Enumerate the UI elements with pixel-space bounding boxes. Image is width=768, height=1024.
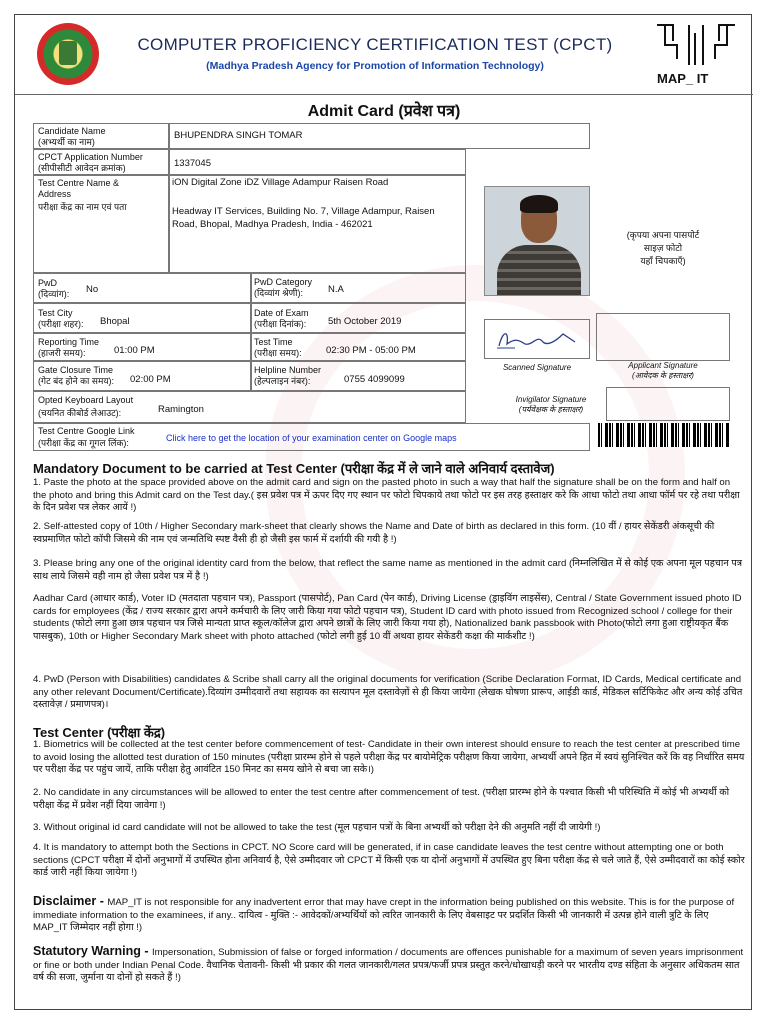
map-it-logo xyxy=(643,19,749,89)
admit-card-page xyxy=(14,14,752,1010)
applicant-signature-label xyxy=(596,361,730,381)
reporting-time-value: 01:00 PM xyxy=(114,345,155,356)
test-center-item-3: 3. Without original id card candidate will not be allowed to take the test (मूल पहचान पत्रों के बिना अभ्यर्थी को परीक्षा देने की अनुमति नहीं दी जायेगी !) xyxy=(33,822,601,833)
reporting-time-cell xyxy=(33,333,251,361)
reporting-time-label-hi: (हाजरी समय): xyxy=(38,348,86,358)
pwd-category-value: N.A xyxy=(328,284,344,295)
google-link-label-hi: (परीक्षा केंद्र का गूगल लिंक): xyxy=(38,438,129,448)
test-city-cell xyxy=(33,303,251,333)
test-center-item-4: 4. It is mandatory to attempt both the Sections in CPCT. NO Score card will be generated, if in case candidate leaves the test centre without attempting one or both sections (CPCT परीक्षा में दोनों अनुभागों में उपस्थित होना अनिवार्य है, ऐसे उम्मीदवार जो CPCT में किसी एक या दोनों अनुभागों में उपस्थित हुए बिना परीक्षा केंद्र से चले जाते हैं, ऐसे उम्मीदवारों का कोई स्कोर कार्ड जारी नहीं किया जायेगा !) xyxy=(33,842,745,879)
test-centre-address-2: Road, Bhopal, Madhya Pradesh, India - 462021 xyxy=(172,219,373,230)
helpline-label: Helpline Number xyxy=(254,365,322,375)
test-centre-address-1: Headway IT Services, Building No. 7, Village Adampur, Raisen xyxy=(172,206,435,217)
test-time-value: 02:30 PM - 05:00 PM xyxy=(326,345,416,356)
helpline-cell xyxy=(251,361,466,391)
application-no-label-hi: (सीपीसीटी आवेदन क्रमांक) xyxy=(38,163,126,173)
test-center-heading: Test Center (परीक्षा केंद्र) xyxy=(33,725,166,740)
gate-closure-label: Gate Closure Time xyxy=(38,365,114,375)
mandatory-item-id-list: Aadhar Card (आधार कार्ड), Voter ID (मतदाता पहचान पत्र), Passport (पासपोर्ट), Pan Card (पेन कार्ड), Driving License (ड्राइविंग लाइसेंस), Central / State Government issued photo ID cards for employees (केंद्र / राज्य सरकार द्वारा अपने कर्मचारी के लिए जारी किया गया फोटो पहचान पत्र), Student ID card with photo issued from Recognized school / college for their students (फोटो लगा हुआ छात्र पहचान पत्र जिसे मान्यता प्राप्त स्कूल/कॉलेज द्वारा अपने छात्रों के लिए जारी किया गया हो), Nationalized bank passbook with Photo(फोटो लगा हुआ राष्ट्रीयकृत बैंक पासबुक), 10th or Higher Secondary Mark sheet with photo attached (फोटो लगी हुई 10 वीं अथवा हायर सेकेंडरी कक्षा की मार्कशीट !) xyxy=(33,593,742,642)
invigilator-signature-label xyxy=(501,395,601,415)
google-link-cell xyxy=(33,423,590,451)
gate-closure-label-hi: (गेट बंद होने का समय): xyxy=(38,376,115,386)
date-of-exam-value: 5th October 2019 xyxy=(328,316,402,327)
disclaimer-text: MAP_IT is not responsible for any inadvertent error that may have crept in the information being published on this website. This is for the purpose of immediate information to the examinees, if any.. दायित्व - मुक्ति :- आवेदकों/अभ्यर्थियों को त्वरित जानकारी के लिए वेबसाइट पर प्रदर्शित किसी भी जानकारी में उत्पन्न होने वाली त्रुटि के लिए MAP_IT जिम्मेदार नहीं होगा !) xyxy=(33,897,735,934)
test-center-item-1: 1. Biometrics will be collected at the test center before commencement of test- Candidate in their own interest should ensure to reach the test center at prescribed time to avoid losing the allotted test duration of 150 minutes (परीक्षा प्रारम्भ होने से पहले परीक्षा केंद्र पर बायोमेट्रिक परीक्षण किया जायेगा, अभ्यर्थी अपने हित में स्वयं सुनिश्चित करें कि वह निर्धारित समय पर परीक्षा केंद्र पर पहुंच जायें, ताकि परीक्षा हेतु आवंटित 150 मिनट का समय खोने से बचा जा सके।) xyxy=(33,739,745,776)
paste-photo-instruction xyxy=(603,229,723,268)
scanned-signature-box xyxy=(484,319,590,359)
candidate-name-value: BHUPENDRA SINGH TOMAR xyxy=(174,130,303,141)
pwd-category-cell xyxy=(251,273,466,303)
paste-text-line-2: साइज़ फोटो xyxy=(643,243,683,253)
map-it-label: MAP_ IT xyxy=(657,71,709,86)
candidate-details-grid xyxy=(33,123,753,469)
applicant-signature-label-en: Applicant Signature xyxy=(628,361,698,370)
statutory-warning-block xyxy=(33,945,745,985)
candidate-photo xyxy=(484,186,590,296)
helpline-label-hi: (हेल्पलाइन नंबर): xyxy=(254,376,311,386)
pwd-value: No xyxy=(86,284,99,295)
pwd-label-hi: (दिव्यांग): xyxy=(38,289,70,299)
test-centre-label-hi: परीक्षा केंद्र का नाम एवं पता xyxy=(38,202,127,212)
paste-text-line-3: यहाँ चिपकाएँ) xyxy=(640,256,686,266)
exam-title: COMPUTER PROFICIENCY CERTIFICATION TEST (CPCT) xyxy=(137,35,613,54)
barcode xyxy=(598,423,730,447)
paste-text-line-1: (कृपया अपना पासपोर्ट xyxy=(626,230,700,240)
reporting-time-label: Reporting Time xyxy=(38,337,100,347)
applicant-signature-box xyxy=(596,313,730,361)
invigilator-signature-label-hi: (पर्यवेक्षक के हस्ताक्षर) xyxy=(518,405,584,414)
helpline-value: 0755 4099099 xyxy=(344,374,405,385)
invigilator-signature-label-en: Invigilator Signature xyxy=(515,395,587,404)
gate-closure-cell xyxy=(33,361,251,391)
test-time-cell xyxy=(251,333,466,361)
candidate-name-label-cell xyxy=(33,123,169,149)
candidate-name-label-hi: (अभ्यर्थी का नाम) xyxy=(38,137,95,147)
application-no-value-cell xyxy=(169,149,466,175)
mandatory-item-4: 4. PwD (Person with Disabilities) candidates & Scribe shall carry all the original documents for verification (Scribe Declaration Format, ID Cards, Medical certificate and any other relevant Document/Certificate).दिव्यांग उम्मीदवारों तथा सहायक का सत्यापन मूल दस्तावेज़ों से ही किया जायेगा (लेखक घोषणा प्रारूप, आईडी कार्ड, मेडिकल सर्टिफिकेट और अन्य कोई उचित दस्तावेज़ / प्रमाणपत्र)। xyxy=(33,674,743,711)
test-center-item-2: 2. No candidate in any circumstances will be allowed to enter the test centre after commencement of test. (परीक्षा प्रारम्भ होने के पश्चात किसी भी परिस्थिति में कोई भी अभ्यर्थी को परीक्षा केंद्र में प्रवेश नहीं दिया जावेगा !) xyxy=(33,787,730,811)
invigilator-signature-box xyxy=(606,387,730,421)
admit-card-title: Admit Card (प्रवेश पत्र) xyxy=(307,103,461,120)
disclaimer-block xyxy=(33,895,745,935)
keyboard-cell xyxy=(33,391,466,423)
keyboard-label-hi: (चयनित कीबोर्ड लेआउट): xyxy=(38,408,122,418)
keyboard-value: Ramington xyxy=(158,404,204,415)
agency-subtitle: (Madhya Pradesh Agency for Promotion of Information Technology) xyxy=(206,60,544,72)
date-of-exam-label: Date of Exam xyxy=(254,308,309,318)
mandatory-documents-heading: Mandatory Document to be carried at Test Center (परीक्षा केंद्र में ले जाने वाले अनिवार्य दस्तावेज) xyxy=(33,461,555,476)
disclaimer-heading: Disclaimer - xyxy=(33,894,108,908)
gate-closure-value: 02:00 PM xyxy=(130,374,171,385)
pwd-cell xyxy=(33,273,251,303)
test-time-label: Test Time xyxy=(254,337,293,347)
date-of-exam-cell xyxy=(251,303,466,333)
mp-emblem-logo xyxy=(37,23,99,85)
statutory-warning-text: Impersonation, Submission of false or forged information / documents are offences punishable for a maximum of seven years imprisonment or fine or both under Indian Penal Code. वैधानिक चेतावनी- किसी भी प्रकार की गलत जानकारी/गलत प्रपत्र/फर्जी प्रपत्र प्रस्तुत करने/धोखाधड़ी करने पर भारतीय दण्ड संहिता के अनुसार अधिकतम सात वर्ष की सजा, जुर्माना या दोनों हो सकते हैं !) xyxy=(33,947,744,984)
applicant-signature-label-hi: (आवेदक के हस्ताक्षर) xyxy=(632,371,694,380)
test-time-label-hi: (परीक्षा समय): xyxy=(254,348,302,358)
application-no-label: CPCT Application Number xyxy=(38,152,143,162)
test-centre-value-cell xyxy=(169,175,466,273)
google-link-label: Test Centre Google Link xyxy=(38,426,135,436)
candidate-name-label: Candidate Name xyxy=(38,126,106,136)
pwd-category-label-hi: (दिव्यांग श्रेणी): xyxy=(254,288,304,298)
mandatory-item-3: 3. Please bring any one of the original identity card from the below, that reflect the same name as mentioned in the admit card (निम्नलिखित में से कोई एक अपना मूल पहचान पत्र साथ लाये जिसमे वही नाम हो जैसा प्रवेश पत्र में है !) xyxy=(33,558,743,582)
test-centre-label-cell xyxy=(33,175,169,273)
mandatory-item-2: 2. Self-attested copy of 10th / Higher Secondary mark-sheet that clearly shows the Name and Date of birth as declared in this form. (10 वीं / हायर सेकेंडरी अंकसूची की स्वप्रमाणित फोटो कॉपी जिसमे की नाम एवं जन्मतिथि स्पष्ट वैसी ही हो जैसी इस फार्म में दर्शायी की गयी है !) xyxy=(33,521,715,545)
scanned-signature-label: Scanned Signature xyxy=(502,363,572,372)
application-no-label-cell xyxy=(33,149,169,175)
statutory-warning-heading: Statutory Warning - xyxy=(33,944,152,958)
keyboard-label: Opted Keyboard Layout xyxy=(38,395,134,405)
candidate-name-value-cell xyxy=(169,123,590,149)
header xyxy=(15,15,753,95)
mandatory-item-1: 1. Paste the photo at the space provided above on the admit card and sign on the pasted photo in such a way that half the signature shall be on the form and half on the photo and bring this Admit card on the Test day.( इस प्रवेश पत्र में ऊपर दिए गए स्थान पर फोटो चिपकाये तथा फोटो पर इस तरह हस्ताक्षर करे कि आधा फोटो तथा आधा फॉर्म पर रहे तथा परीक्षा के दिन प्रवेश पत्र लेकर आयें !) xyxy=(33,477,740,514)
date-of-exam-label-hi: (परीक्षा दिनांक): xyxy=(254,319,307,329)
pwd-label: PwD xyxy=(38,278,58,288)
mandatory-documents-section xyxy=(33,459,745,477)
google-maps-link[interactable]: Click here to get the location of your examination center on Google maps xyxy=(166,433,457,443)
test-city-value: Bhopal xyxy=(100,316,130,327)
test-city-label: Test City xyxy=(38,308,73,318)
test-centre-name: iON Digital Zone iDZ Village Adampur Raisen Road xyxy=(172,177,389,188)
pwd-category-label: PwD Category xyxy=(254,277,313,287)
test-city-label-hi: (परीक्षा शहर): xyxy=(38,319,84,329)
test-centre-label-2: Address xyxy=(38,189,72,199)
application-no-value: 1337045 xyxy=(174,158,211,169)
scanned-signature-image xyxy=(485,320,589,358)
test-centre-label: Test Centre Name & xyxy=(38,178,120,188)
